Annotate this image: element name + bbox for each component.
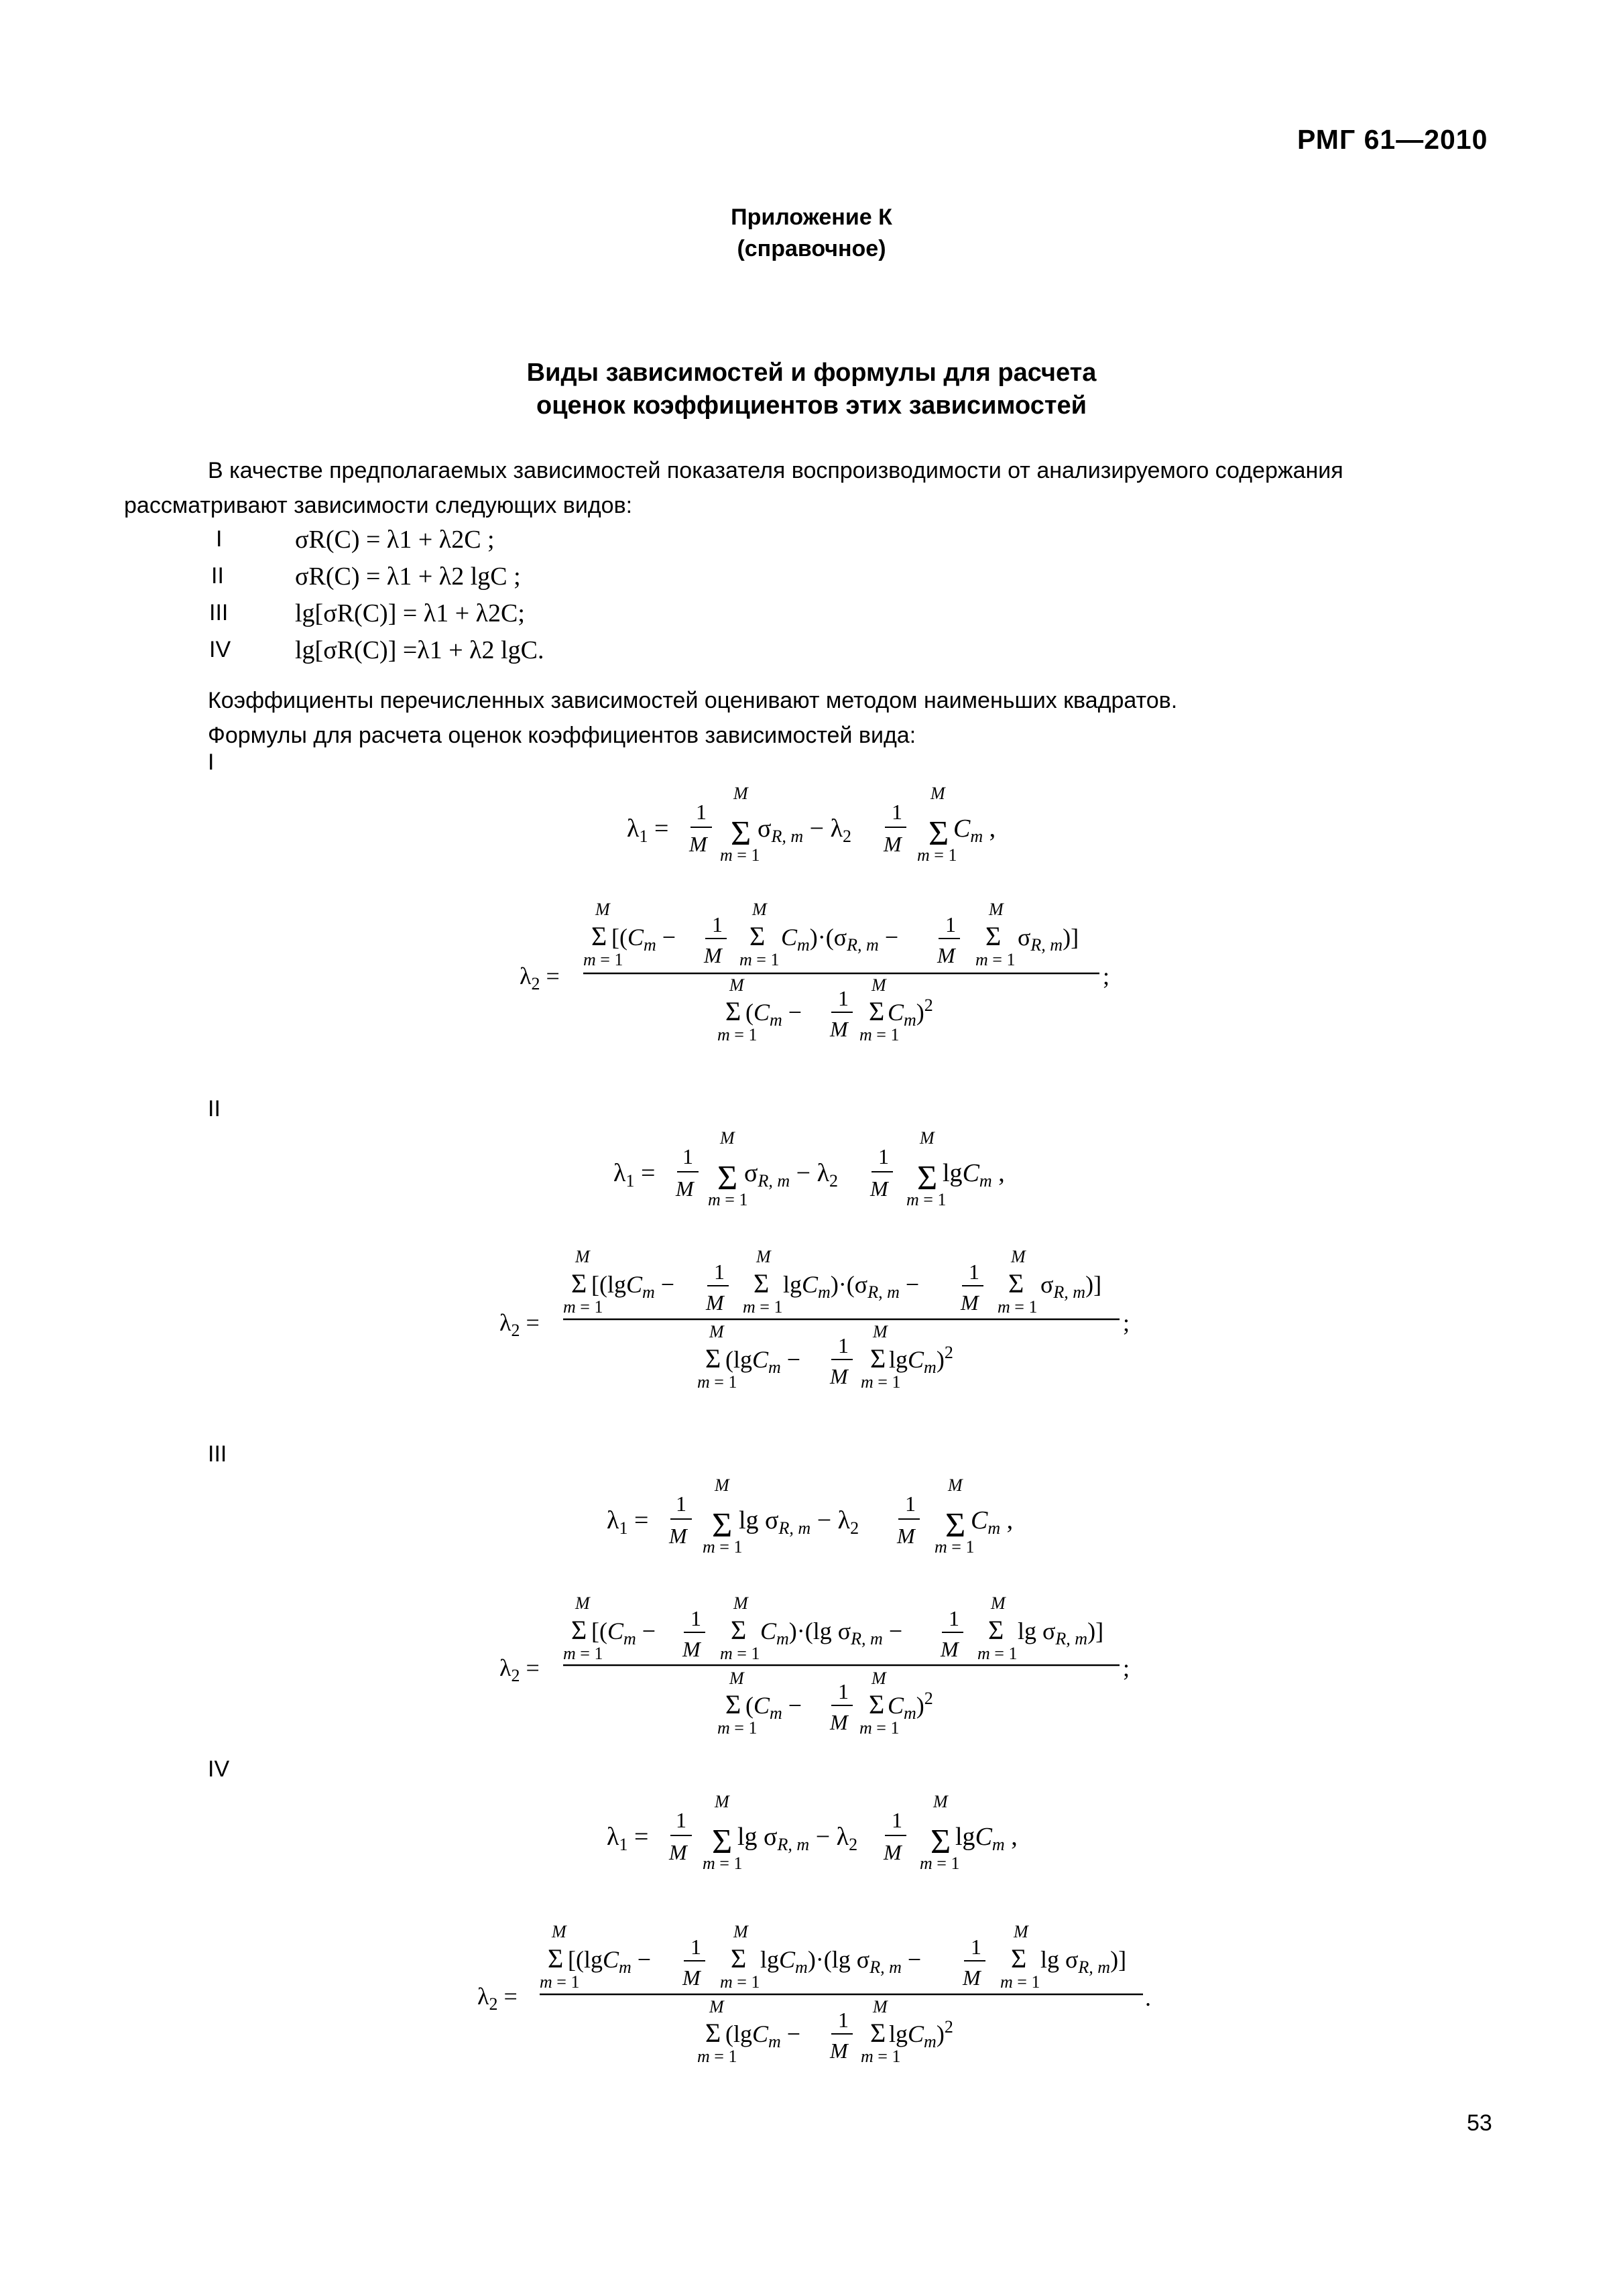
svg-text:lg σR, m − λ2: $\lg \sigma_{R, m} - \lambda_2$ <box>739 1506 859 1538</box>
svg-text:m = 1: m = 1 <box>920 1854 960 1873</box>
svg-text:M: M <box>575 1247 590 1266</box>
svg-text:.: . <box>1145 1984 1151 2011</box>
svg-text:M: M <box>689 832 707 856</box>
svg-text:Σ: Σ <box>731 1943 747 1974</box>
svg-text:1: 1 <box>892 800 902 824</box>
dependency-numeral: I <box>216 526 223 552</box>
svg-text:Σ: Σ <box>712 1823 733 1861</box>
svg-text:Σ: Σ <box>731 1615 747 1645</box>
svg-text:m = 1: m = 1 <box>583 950 623 969</box>
svg-text:[(lgCm −: [(lgC$_m$ − <box>591 1271 675 1302</box>
svg-text:m = 1: m = 1 <box>703 1537 743 1557</box>
svg-text:Σ: Σ <box>705 2018 721 2048</box>
svg-text:M: M <box>871 1669 886 1688</box>
svg-text:M: M <box>552 1922 566 1941</box>
svg-text:Σ: Σ <box>869 996 885 1026</box>
svg-text:Σ: Σ <box>717 1159 738 1197</box>
svg-text:λ1 =: $\lambda_1$ = <box>627 814 669 846</box>
svg-text:λ1 =: $\lambda_1$ = <box>607 1506 649 1538</box>
svg-text:m = 1: m = 1 <box>720 1644 760 1663</box>
dependency-numeral: II <box>211 563 224 589</box>
svg-text:1: 1 <box>905 1492 916 1516</box>
svg-text:(lgCm −: (lgC$_m$ − <box>725 2020 801 2051</box>
svg-text:Σ: Σ <box>928 814 949 853</box>
svg-text:1: 1 <box>971 1935 981 1959</box>
dependency-formula-4: lg[σR(C)] =λ1 + λ2 lgC. <box>295 636 544 664</box>
document-code: РМГ 61—2010 <box>1297 124 1488 155</box>
section-numeral: III <box>208 1441 227 1467</box>
svg-text:lg σR, m − λ2: $\lg \sigma_{R, m} - \lambda_2$ <box>737 1823 858 1854</box>
svg-text:m = 1: m = 1 <box>563 1297 603 1317</box>
svg-text:m = 1: m = 1 <box>998 1297 1038 1317</box>
svg-text:[(Cm −: [($C_m$ − <box>611 924 676 955</box>
svg-text:lgCm)2: lgC$_m$)$^2$ <box>889 1343 953 1377</box>
svg-text:Σ: Σ <box>571 1268 587 1298</box>
svg-text:M: M <box>704 943 722 967</box>
svg-text:Cm)·(σR, m −: $C_m)\cdot(\sigma_{R, m}$ − <box>781 924 899 955</box>
svg-text:M: M <box>873 1322 888 1341</box>
svg-text:M: M <box>884 1840 902 1864</box>
svg-text:M: M <box>930 784 945 803</box>
svg-text:1: 1 <box>945 912 956 936</box>
svg-text:M: M <box>873 1997 888 2016</box>
svg-text:1: 1 <box>696 800 707 824</box>
svg-text:1: 1 <box>676 1492 686 1516</box>
svg-text:Σ: Σ <box>731 814 752 853</box>
svg-text:M: M <box>709 1322 724 1341</box>
svg-text:Σ: Σ <box>1011 1943 1027 1974</box>
svg-text:σR, m)]: $\sigma_{R, m}$)] <box>1018 924 1079 955</box>
svg-text:1: 1 <box>838 1679 849 1703</box>
dependency-numeral: III <box>209 600 229 625</box>
svg-text:[(Cm −: [($C_m$ − <box>591 1618 656 1648</box>
svg-text:λ2 =: $\lambda_2$ = <box>499 1654 540 1685</box>
svg-text:M: M <box>715 1475 729 1495</box>
svg-text:M: M <box>715 1792 729 1811</box>
dependency-numeral: IV <box>209 637 231 662</box>
svg-text:M: M <box>733 1593 748 1613</box>
svg-text:Σ: Σ <box>749 921 766 951</box>
svg-text:m = 1: m = 1 <box>975 950 1016 969</box>
svg-text:m = 1: m = 1 <box>720 845 760 865</box>
svg-text:m = 1: m = 1 <box>540 1972 580 1992</box>
svg-text:Σ: Σ <box>754 1268 770 1298</box>
svg-text:m = 1: m = 1 <box>861 1372 901 1392</box>
svg-text:Cm)2: $C_m)^2$ <box>888 995 933 1030</box>
svg-text:1: 1 <box>682 1144 693 1168</box>
svg-text:M: M <box>830 1364 848 1388</box>
svg-text:Cm)2: $C_m)^2$ <box>888 1689 933 1723</box>
svg-text:Cm)·(lg σR, m −: $C_m)\cdot(\lg$ $\sigma_{R, m}$ − <box>760 1618 903 1648</box>
svg-text:σR, m − λ2: $\sigma_{R, m} - \lambda_2$ <box>744 1159 839 1191</box>
svg-text:M: M <box>871 975 886 995</box>
svg-text:1: 1 <box>892 1808 902 1832</box>
svg-text:λ1 =: $\lambda_1$ = <box>613 1159 656 1191</box>
formula-II-lambda2 <box>499 1247 1130 1392</box>
svg-text:M: M <box>1011 1247 1026 1266</box>
svg-text:1: 1 <box>714 1260 725 1284</box>
svg-text:m = 1: m = 1 <box>906 1190 947 1209</box>
svg-text:M: M <box>720 1128 735 1148</box>
svg-text:lg σR, m)]: $\lg \sigma_{R, m}$)] <box>1018 1618 1104 1648</box>
svg-text:m = 1: m = 1 <box>739 950 780 969</box>
intro-paragraph-line-2: рассматривают зависимости следующих видов: <box>124 493 633 518</box>
svg-text:Σ: Σ <box>870 1343 886 1374</box>
svg-text:Σ: Σ <box>705 1343 721 1374</box>
svg-text:m = 1: m = 1 <box>859 1025 900 1044</box>
svg-text:1: 1 <box>878 1144 889 1168</box>
svg-text:m = 1: m = 1 <box>697 2047 737 2066</box>
svg-text:M: M <box>948 1475 963 1495</box>
svg-text:M: M <box>676 1176 694 1201</box>
dependency-formula-3: lg[σR(C)] = λ1 + λ2C; <box>295 599 525 627</box>
svg-text:Σ: Σ <box>591 921 607 951</box>
coefficients-paragraph: Коэффициенты перечисленных зависимостей оценивают методом наименьших квадратов. <box>208 688 1178 713</box>
appendix-label: Приложение К <box>731 204 892 230</box>
section-numeral: II <box>208 1096 221 1122</box>
svg-text:Cm ,: $C_m$ , <box>971 1506 1014 1538</box>
svg-text:1: 1 <box>712 912 723 936</box>
svg-text:;: ; <box>1123 1654 1130 1681</box>
svg-text:M: M <box>870 1176 888 1201</box>
svg-text:Σ: Σ <box>988 1615 1004 1645</box>
svg-text:m = 1: m = 1 <box>697 1372 737 1392</box>
svg-text:M: M <box>595 900 610 919</box>
svg-text:m = 1: m = 1 <box>717 1718 758 1738</box>
svg-text:1: 1 <box>969 1260 979 1284</box>
svg-text:1: 1 <box>838 2008 849 2032</box>
section-title-line-2: оценок коэффициентов этих зависимостей <box>536 391 1087 420</box>
svg-text:(lgCm −: (lgC$_m$ − <box>725 1346 801 1377</box>
svg-text:M: M <box>682 1966 701 1990</box>
svg-text:M: M <box>733 1922 748 1941</box>
svg-text:m = 1: m = 1 <box>1000 1972 1040 1992</box>
svg-text:M: M <box>575 1593 590 1613</box>
svg-text:M: M <box>920 1128 935 1148</box>
intro-paragraph-line-1: В качестве предполагаемых зависимостей показателя воспроизводимости от анализируемого содержания <box>208 458 1343 483</box>
svg-text:1: 1 <box>949 1606 959 1630</box>
formula-I-lambda1 <box>627 784 996 865</box>
svg-text:M: M <box>830 2039 848 2063</box>
svg-text:Σ: Σ <box>945 1506 966 1545</box>
page-number: 53 <box>1467 2110 1492 2136</box>
svg-text:lg σR, m)]: $\lg \sigma_{R, m}$)] <box>1040 1946 1127 1977</box>
svg-text:lgCm)·(σR, m −: $\lg C_m)\cdot(\sigma_{R, m}$ − <box>783 1271 920 1302</box>
svg-text:(Cm −: ($C_m$ − <box>745 999 802 1030</box>
svg-text:M: M <box>830 1710 848 1734</box>
svg-text:m = 1: m = 1 <box>717 1025 758 1044</box>
svg-text:(Cm −: ($C_m$ − <box>745 1692 802 1723</box>
svg-text:M: M <box>682 1637 701 1661</box>
appendix-type: (справочное) <box>737 236 886 261</box>
svg-text:M: M <box>941 1637 959 1661</box>
svg-text:M: M <box>756 1247 771 1266</box>
formulas-intro: Формулы для расчета оценок коэффициентов зависимостей вида: <box>208 723 916 748</box>
formula-IV-lambda1 <box>607 1792 1018 1873</box>
svg-text:m = 1: m = 1 <box>743 1297 783 1317</box>
formula-III-lambda1 <box>607 1475 1013 1557</box>
svg-text:lgCm ,: lgC$_m$ , <box>955 1823 1018 1854</box>
svg-text:λ2 =: $\lambda_2$ = <box>477 1983 518 2014</box>
svg-text:m = 1: m = 1 <box>708 1190 748 1209</box>
svg-text:M: M <box>729 1669 744 1688</box>
formula-IV-lambda2 <box>477 1922 1151 2066</box>
svg-text:M: M <box>884 832 902 856</box>
svg-text:Σ: Σ <box>712 1506 733 1545</box>
svg-text:M: M <box>897 1524 915 1548</box>
svg-text:m = 1: m = 1 <box>977 1644 1018 1663</box>
svg-text:[(lgCm −: [(lgC$_m$ − <box>568 1946 652 1977</box>
svg-text:M: M <box>991 1593 1006 1613</box>
svg-text:M: M <box>752 900 767 919</box>
svg-text:Σ: Σ <box>1008 1268 1024 1298</box>
svg-text:M: M <box>937 943 955 967</box>
svg-text:1: 1 <box>838 986 849 1010</box>
svg-text:Σ: Σ <box>869 1689 885 1719</box>
svg-text:m = 1: m = 1 <box>720 1972 760 1992</box>
svg-text:M: M <box>669 1840 687 1864</box>
svg-text:M: M <box>709 1997 724 2016</box>
svg-text:M: M <box>933 1792 948 1811</box>
svg-text:M: M <box>706 1290 724 1315</box>
svg-text:M: M <box>729 975 744 995</box>
svg-text:Cm ,: $C_m$ , <box>953 814 996 846</box>
svg-text:Σ: Σ <box>930 1823 951 1861</box>
formula-III-lambda2 <box>499 1593 1130 1738</box>
svg-text:m = 1: m = 1 <box>563 1644 603 1663</box>
svg-text:m = 1: m = 1 <box>861 2047 901 2066</box>
svg-text:lgCm ,: lgC$_m$ , <box>943 1159 1005 1191</box>
svg-text:m = 1: m = 1 <box>935 1537 975 1557</box>
svg-text:M: M <box>669 1524 687 1548</box>
svg-text:;: ; <box>1103 963 1110 989</box>
svg-text:λ1 =: $\lambda_1$ = <box>607 1823 649 1854</box>
section-numeral: IV <box>208 1756 230 1782</box>
svg-text:σR, m − λ2: $\sigma_{R, m} - \lambda_2$ <box>758 814 852 846</box>
formula-II-lambda1 <box>613 1128 1005 1209</box>
svg-text:M: M <box>830 1017 848 1041</box>
svg-text:Σ: Σ <box>571 1615 587 1645</box>
svg-text:M: M <box>1014 1922 1028 1941</box>
svg-text:Σ: Σ <box>725 996 741 1026</box>
svg-text:m = 1: m = 1 <box>703 1854 743 1873</box>
svg-text:M: M <box>961 1290 979 1315</box>
section-title-line-1: Виды зависимостей и формулы для расчета <box>526 359 1097 387</box>
svg-text:m = 1: m = 1 <box>859 1718 900 1738</box>
svg-text:λ2 =: $\lambda_2$ = <box>499 1309 540 1340</box>
svg-text:σR, m)]: $\sigma_{R, m}$)] <box>1040 1271 1102 1302</box>
svg-text:lgCm)·(lg σR, m −: lgC$_m$)·(lg $\sigma_{R, m}$ − <box>760 1946 922 1977</box>
svg-text:Σ: Σ <box>917 1159 938 1197</box>
dependency-formula-1: σR(C) = λ1 + λ2C ; <box>295 526 495 554</box>
svg-text:λ2 =: $\lambda_2$ = <box>520 963 560 993</box>
svg-text:1: 1 <box>838 1333 849 1357</box>
dependency-formula-2: σR(C) = λ1 + λ2 lgC ; <box>295 562 521 591</box>
svg-text:Σ: Σ <box>870 2018 886 2048</box>
svg-text:;: ; <box>1123 1309 1130 1336</box>
svg-text:Σ: Σ <box>725 1689 741 1719</box>
section-numeral: I <box>208 749 215 775</box>
svg-text:Σ: Σ <box>548 1943 564 1974</box>
svg-text:lgCm)2: lgC$_m$)$^2$ <box>889 2017 953 2051</box>
svg-text:M: M <box>989 900 1004 919</box>
svg-text:1: 1 <box>676 1808 686 1832</box>
svg-text:M: M <box>733 784 748 803</box>
svg-text:1: 1 <box>690 1606 701 1630</box>
svg-text:Σ: Σ <box>985 921 1002 951</box>
svg-text:M: M <box>963 1966 981 1990</box>
formula-I-lambda2 <box>520 900 1109 1044</box>
svg-text:m = 1: m = 1 <box>917 845 957 865</box>
svg-text:1: 1 <box>690 1935 701 1959</box>
